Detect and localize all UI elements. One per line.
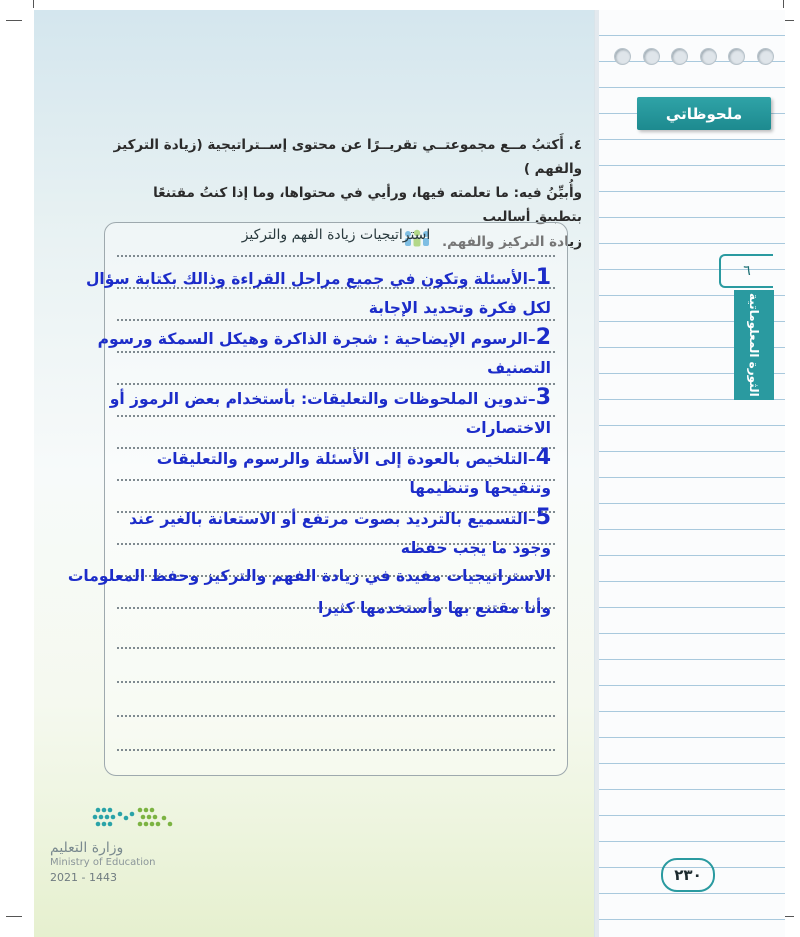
crop-mark bbox=[783, 0, 784, 8]
edition-year: 2021 - 1443 bbox=[50, 871, 117, 884]
line-text: وأنا مقتنع بها وأستخدمها كثيرا bbox=[318, 599, 551, 617]
crop-mark bbox=[6, 20, 22, 21]
handwritten-line bbox=[115, 479, 551, 497]
line-number: 2 bbox=[535, 325, 551, 350]
line-text: –الأسئلة وتكون في جميع مراحل القراءة وذالك بكتابة سؤال bbox=[85, 270, 536, 288]
line-text: –الرسوم الإيضاحية : شجرة الذاكرة وهيكل السمكة ورسوم bbox=[97, 330, 536, 348]
handwritten-line bbox=[115, 539, 551, 557]
line-text: وجود ما يجب حفظه bbox=[400, 539, 551, 557]
answer-box bbox=[67, 222, 568, 776]
ministry-logo-mark-icon bbox=[50, 804, 190, 838]
dotted-line bbox=[117, 681, 555, 683]
dotted-line bbox=[117, 647, 555, 649]
line-text: التصنيف bbox=[487, 359, 551, 377]
line-text: وتنقيحها وتنظيمها bbox=[409, 479, 551, 497]
page-number: ٢٣٠ bbox=[661, 858, 715, 892]
handwritten-line bbox=[85, 265, 551, 290]
unit-title: الثورة المعلوماتية bbox=[734, 290, 774, 400]
handwritten-line bbox=[115, 299, 551, 317]
handwritten-line bbox=[115, 599, 551, 617]
answer-title: استراتيجيات زيادة الفهم والتركيز bbox=[241, 227, 431, 243]
notes-tab: ملحوظاتي bbox=[637, 97, 771, 130]
crop-mark bbox=[33, 0, 34, 8]
dotted-line bbox=[117, 749, 555, 751]
ministry-name-arabic: وزارة التعليم bbox=[50, 840, 124, 856]
line-text: لكل فكرة وتحديد الإجابة bbox=[368, 299, 551, 317]
handwritten-line bbox=[115, 445, 551, 470]
ministry-name-english: Ministry of Education bbox=[50, 857, 156, 868]
binder-ring-icon bbox=[643, 48, 660, 65]
question-line: زيادة التركيز والفهم. bbox=[441, 234, 582, 250]
binder-ring-icon bbox=[671, 48, 688, 65]
dotted-line bbox=[117, 255, 555, 257]
line-number: 4 bbox=[535, 445, 551, 470]
notes-sidebar bbox=[594, 10, 785, 937]
handwritten-line bbox=[115, 359, 551, 377]
handwritten-line bbox=[115, 505, 551, 530]
line-number: 5 bbox=[535, 505, 551, 530]
line-text: –تدوين الملحوظات والتعليقات: بأستخدام بعض الرموز أو bbox=[109, 390, 536, 408]
binder-ring-icon bbox=[614, 48, 631, 65]
handwritten-line bbox=[97, 325, 551, 350]
question-line: ٤. أَكتبُ مــع مجموعتــي تقريــرًا عن محتوى إســتراتيجية (زيادة التركيز والفهم ) bbox=[113, 137, 582, 177]
dotted-line bbox=[117, 351, 555, 353]
dotted-line bbox=[117, 319, 555, 321]
dotted-line bbox=[117, 715, 555, 717]
unit-number: ٦ bbox=[719, 254, 773, 288]
line-number: 1 bbox=[535, 265, 551, 290]
line-text: الاستراتيجيات مفيدة في زيادة الفهم والتركيز وحفظ المعلومات bbox=[67, 567, 551, 585]
line-text: الاختصارات bbox=[465, 419, 551, 437]
line-text: –التسميع بالترديد بصوت مرتفع أو الاستعانة بالغير عند bbox=[129, 510, 536, 528]
handwritten-line bbox=[115, 419, 551, 437]
binder-ring-icon bbox=[700, 48, 717, 65]
handwritten-line bbox=[67, 567, 551, 585]
crop-mark bbox=[6, 916, 22, 917]
dotted-line bbox=[117, 415, 555, 417]
handwritten-line bbox=[109, 385, 551, 410]
binder-ring-icon bbox=[728, 48, 745, 65]
line-number: 3 bbox=[535, 385, 551, 410]
binder-ring-icon bbox=[757, 48, 774, 65]
line-text: –التلخيص بالعودة إلى الأسئلة والرسوم والتعليقات bbox=[156, 450, 536, 468]
question-line: وأُبيِّنُ فيه: ما تعلمته فيها، ورأيي في محتواها، وما إذا كنتُ مقتنعًا بتطبيق أساليب bbox=[153, 185, 582, 225]
binder-rings bbox=[614, 46, 774, 66]
